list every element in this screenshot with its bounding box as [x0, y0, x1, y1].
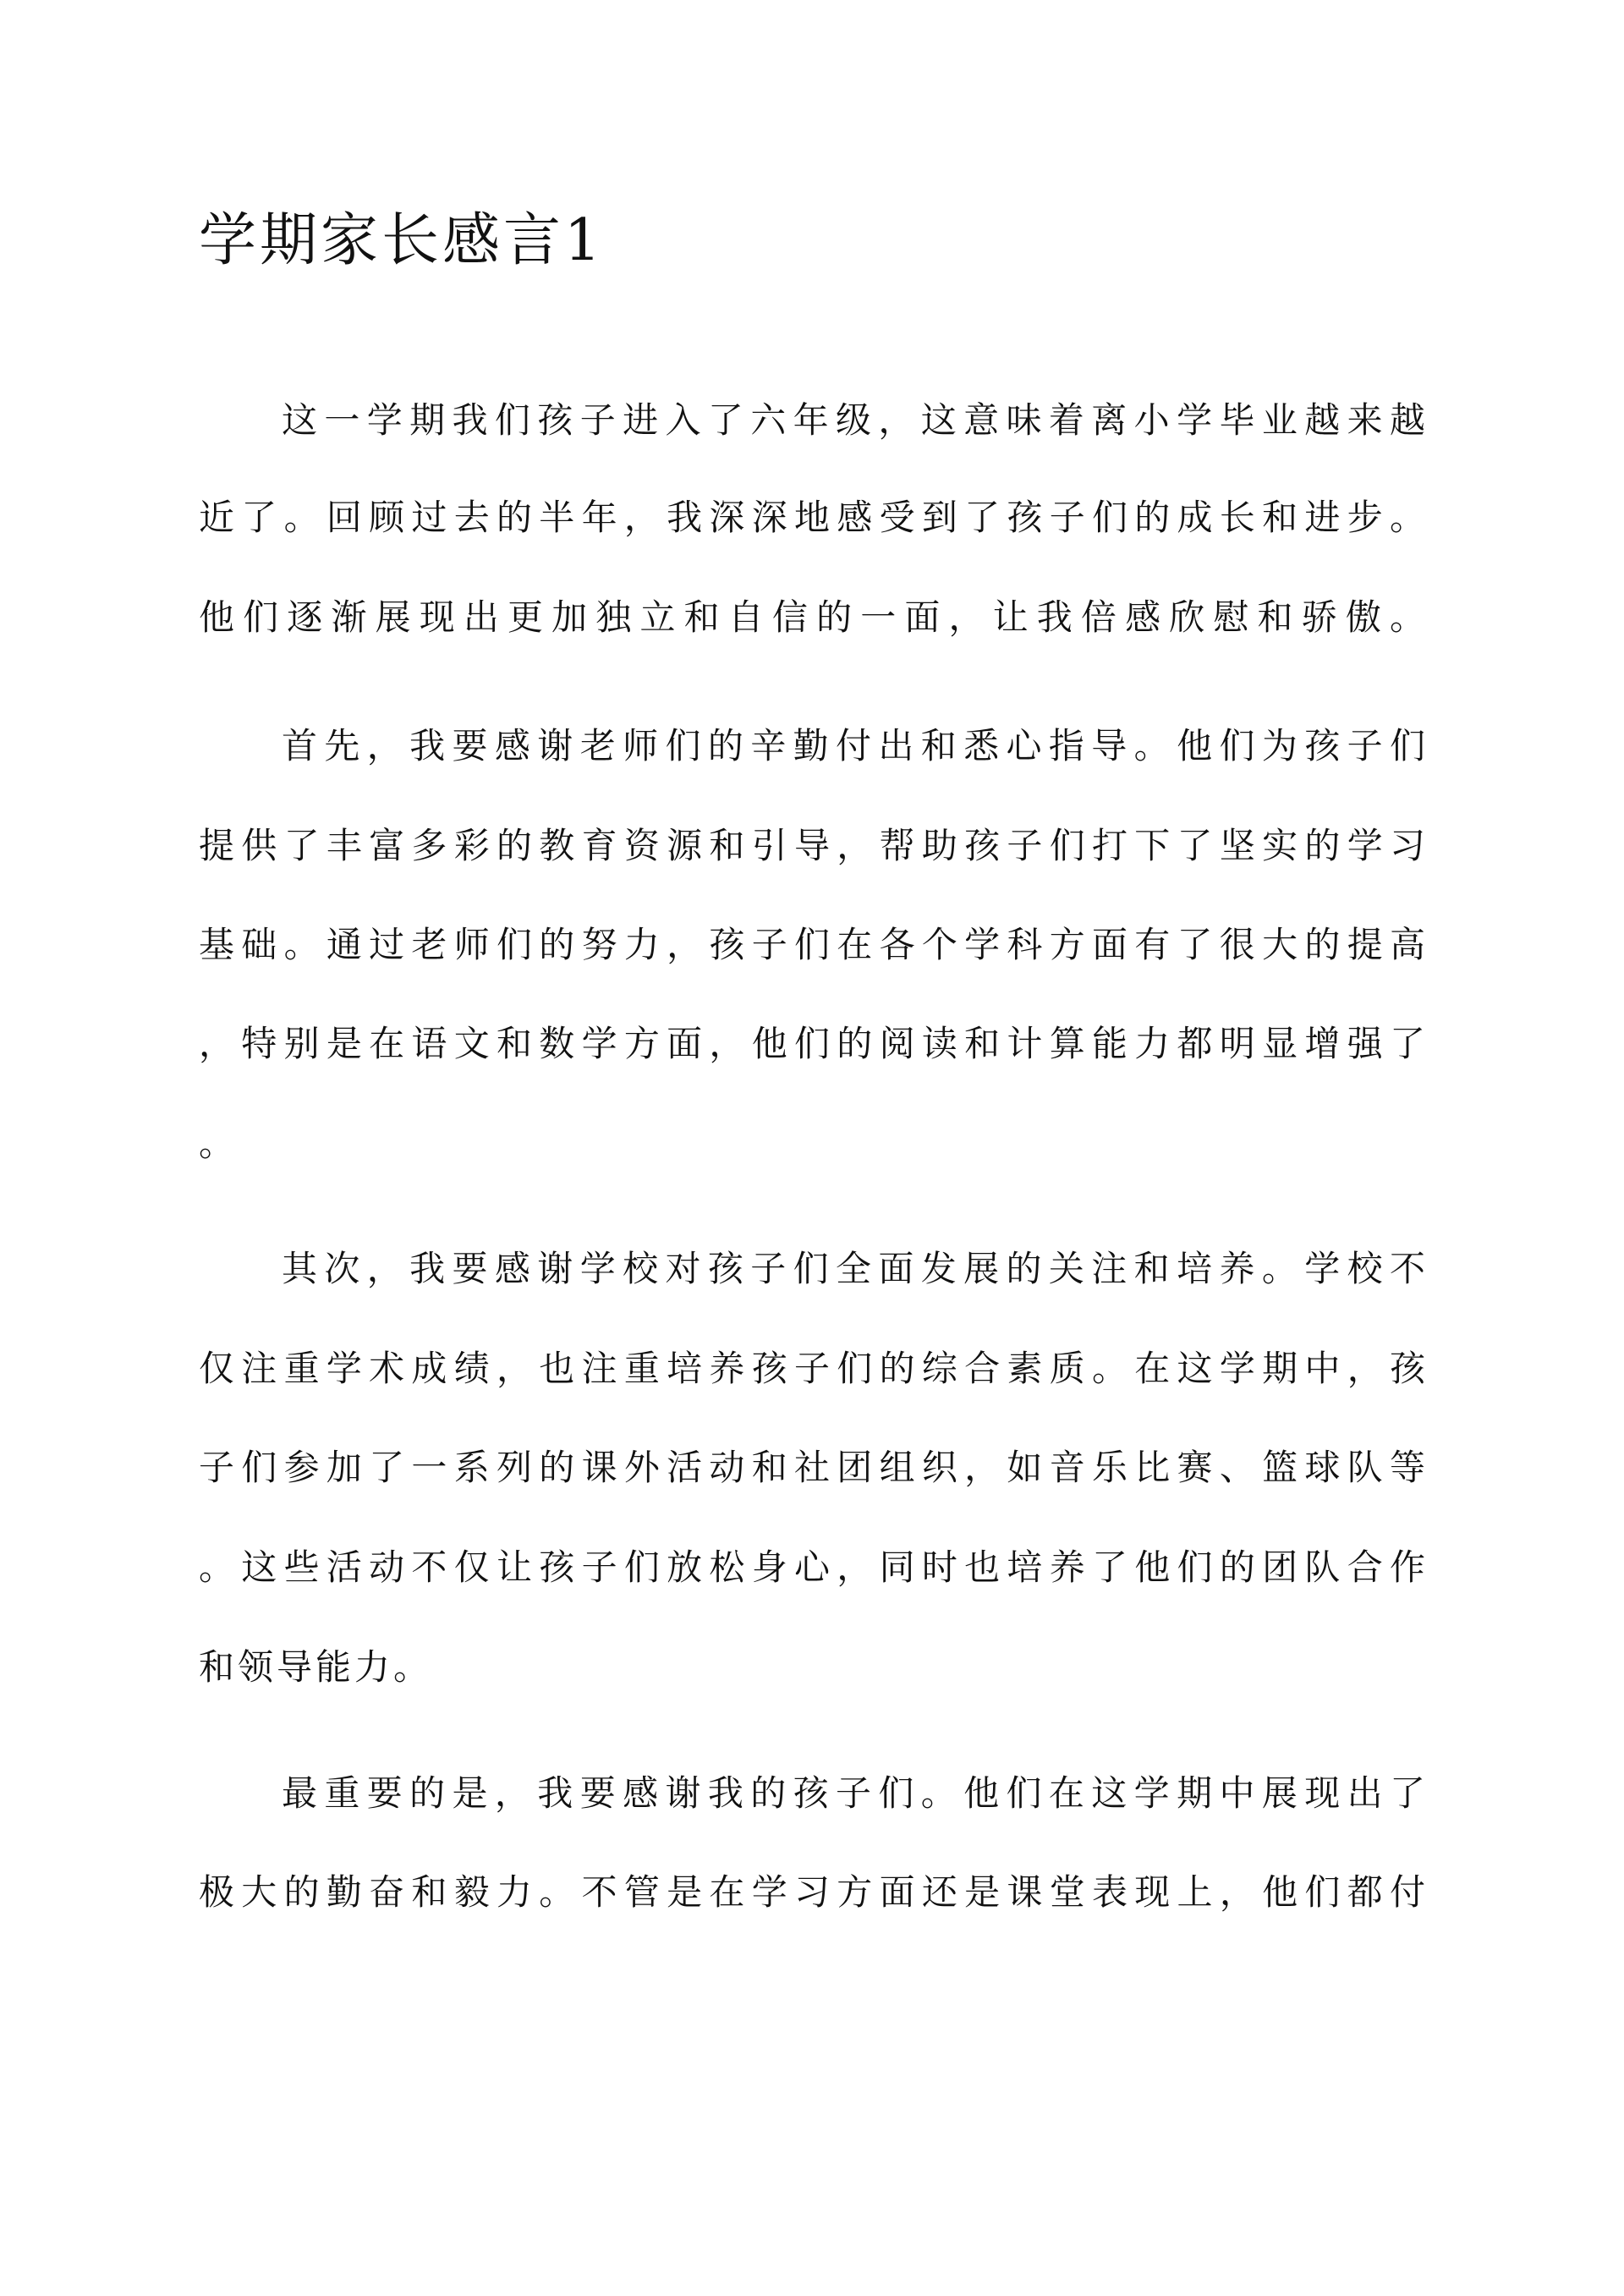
paragraph-3-line-4: 。这些活动不仅让孩子们放松身心，同时也培养了他们的团队合作 [199, 1546, 1425, 1588]
paragraph-1-line-1: 这一学期我们孩子进入了六年级，这意味着离小学毕业越来越 [282, 399, 1425, 441]
paragraph-3-line-5: 和领导能力。 [199, 1646, 433, 1688]
paragraph-2-line-3: 基础。通过老师们的努力，孩子们在各个学科方面有了很大的提高 [199, 924, 1425, 965]
document-title: 学期家长感言1 [199, 207, 605, 274]
paragraph-3-line-3: 子们参加了一系列的课外活动和社团组织，如音乐比赛、篮球队等 [199, 1447, 1425, 1488]
paragraph-1-line-3: 他们逐渐展现出更加独立和自信的一面，让我倍感欣慰和骄傲。 [199, 596, 1425, 638]
paragraph-2-line-4: ，特别是在语文和数学方面，他们的阅读和计算能力都明显增强了 [199, 1023, 1425, 1064]
paragraph-2-line-5: 。 [199, 1123, 239, 1164]
paragraph-4-line-2: 极大的勤奋和毅力。不管是在学习方面还是课堂表现上，他们都付 [199, 1871, 1425, 1913]
paragraph-3-line-1: 其次，我要感谢学校对孩子们全面发展的关注和培养。学校不 [282, 1248, 1425, 1289]
paragraph-1-line-2: 近了。回顾过去的半年，我深深地感受到了孩子们的成长和进步。 [199, 497, 1425, 538]
paragraph-2-line-1: 首先，我要感谢老师们的辛勤付出和悉心指导。他们为孩子们 [282, 725, 1425, 766]
paragraph-3-line-2: 仅注重学术成绩，也注重培养孩子们的综合素质。在这学期中，孩 [199, 1348, 1425, 1389]
paragraph-2-line-2: 提供了丰富多彩的教育资源和引导，帮助孩子们打下了坚实的学习 [199, 825, 1425, 866]
paragraph-4-line-1: 最重要的是，我要感谢我的孩子们。他们在这学期中展现出了 [282, 1772, 1425, 1814]
